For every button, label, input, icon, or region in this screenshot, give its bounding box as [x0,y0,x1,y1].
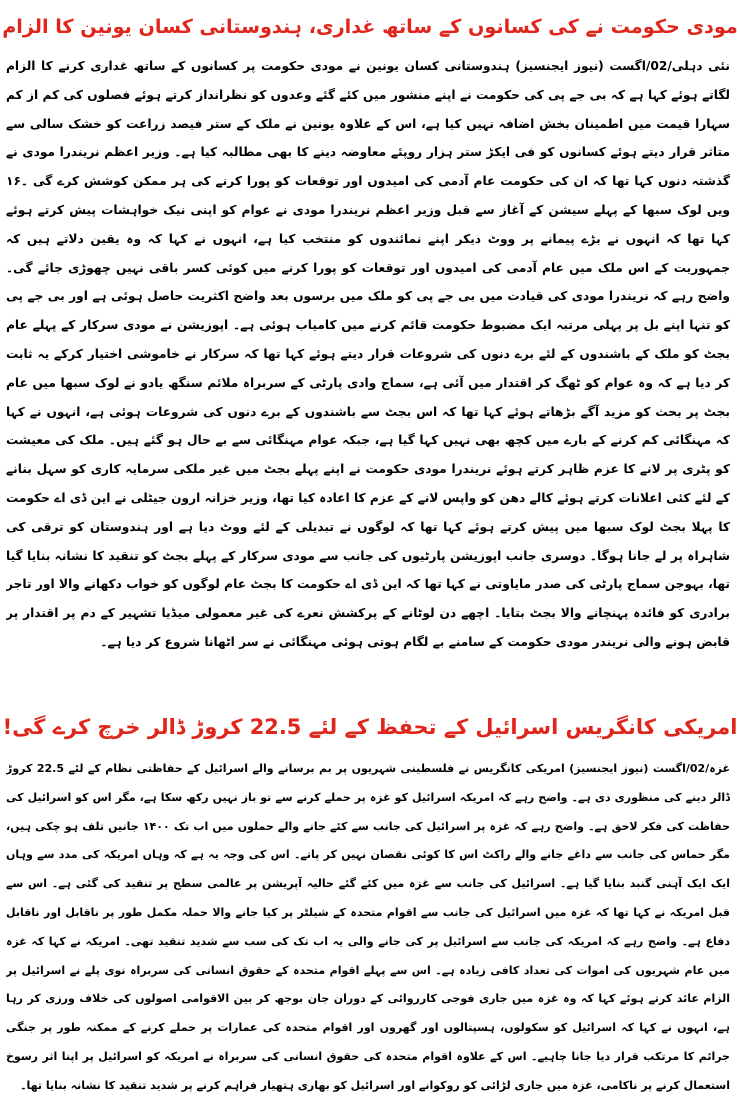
article-1-body [6,52,730,684]
article-2-headline: امریکی کانگریس اسرائیل کے تحفظ کے لئے 22.5 کروڑ ڈالر خرچ کرے گی! [2,715,738,739]
article-2-body [6,755,730,1119]
article-1-headline: مودی حکومت نے کی کسانوں کے ساتھ غداری، ہندوستانی کسان یونین کا الزام [2,15,738,38]
article-1-paragraph: نئی دہلی/02/اگست (نیوز ایجنسیز) ہندوستانی کسان یونین نے مودی حکومت پر کسانوں کے ساتھ غداری کرنے کا الزام لگاتے ہوئے کہا ہے کہ بی جے پی کی حکومت نے اپنے منشور میں کئے گئے وعدوں کو نظرانداز کرتے ہوئے فصلوں کی کم از کم سہارا قیمت میں اطمینان بخش اضافہ نہیں کیا ہے، اس کے علاوہ یونین نے ملک کے ستر فیصد زراعت کو خشک سالی سے متاثر قرار دیتے ہوئے کسانوں کو فی ایکڑ ستر ہزار روپئے معاوضہ دینے کا بھی مطالبہ کیا ہے۔ وزیر اعظم نریندرا مودی نے گذشتہ دنوں کہا تھا کہ ان کی حکومت عام آدمی کی امیدوں اور توقعات کو پورا کرنے کی ہر ممکن کوشش کرے گی ۔۱۶ ویں لوک سبھا کے پہلے سیشن کے آغاز سے قبل وزیر اعظم نریندرا مودی نے عوام کو اپنی نیک خواہشات پیش کرتے ہوئے کہا تھا کہ انہوں نے بڑے پیمانے پر ووٹ دیکر اپنے نمائندوں کو منتخب کیا ہے، انہوں نے کہا کہ وہ یقین دلاتے ہیں کہ جمہوریت کے اس ملک میں عام آدمی کی امیدوں اور توقعات کو پورا کرنے میں کوئی کسر باقی نہیں چھوڑی جائے گی۔ واضح رہے کہ نریندرا مودی کی قیادت میں بی جے پی کو ملک میں برسوں بعد واضح اکثریت حاصل ہوئی ہے اور بی جے پی کو تنہا اپنے بل پر پہلی مرتبہ ایک مضبوط حکومت قائم کرنے میں کامیاب ہوئی ہے۔ اپوزیشن نے مودی سرکار کے پہلے عام بجٹ کو ملک کے باشندوں کے لئے برے دنوں کی شروعات قرار دیتے ہوئے کہا تھا کہ سرکار نے خاموشی اختیار کرکے یہ ثابت کر دیا ہے کہ وہ عوام کو ٹھگ کر اقتدار میں آئی ہے، سماج وادی پارٹی کے سربراہ ملائم سنگھ یادو نے لوک سبھا میں عام بجٹ پر بحث کو مزید آگے بڑھاتے ہوئے کہا تھا کہ اس بجٹ سے باشندوں کے برے دنوں کی شروعات ہوئی ہے، انہوں نے کہا کہ مہنگائی کم کرنے کے بارے میں کچھ بھی نہیں کہا گیا ہے، جبکہ عوام مہنگائی سے بے حال ہو گئے ہیں۔ ملک کی معیشت کو پٹری پر لانے کا عزم ظاہر کرتے ہوئے نریندرا مودی حکومت نے اپنے پہلے بجٹ میں غیر ملکی سرمایہ کاری کو سہل بنانے کے لئے کئی اعلانات کرتے ہوئے کالے دھن کو واپس لانے کے عزم کا اعادہ کیا تھا، وزیر خزانہ ارون جیٹلی نے این ڈی اے حکومت کا پہلا بجٹ لوک سبھا میں پیش کرتے ہوئے کہا تھا کہ لوگوں نے تبدیلی کے لئے ووٹ دیا ہے اور ہندوستان کو ترقی کی شاہراہ پر لے جانا ہوگا۔ دوسری جانب اپوزیشن پارٹیوں کی جانب سے مودی سرکار کے پہلے بجٹ کو تنقید کا نشانہ بنایا گیا تھا، بہوجن سماج پارٹی کی صدر مایاوتی نے کہا تھا کہ این ڈی اے حکومت کا بجٹ عام لوگوں کو خواب دکھانے والا اور تاجر برادری کو فائدہ پہنچانے والا بجٹ بتایا۔ اچھے دن لوٹانے کے پرکشش نعرے کی غیر معمولی میڈیا تشہیر کے دم پر اقتدار پر قابض ہونے والی نریندر مودی حکومت کے سامنے بے لگام ہوتی ہوئی مہنگائی نے سر اٹھانا شروع کر دیا ہے۔ [6,59,730,649]
article-2-paragraph: غزہ/02/اگست (نیوز ایجنسیز) امریکی کانگریس نے فلسطینی شہریوں پر بم برسانے والے اسرائیل کے حفاظتی نظام کے لئے 22.5 کروڑ ڈالر دینے کی منظوری دی ہے۔ واضح رہے کہ امریکہ اسرائیل کو غزہ پر حملے کرنے سے تو باز نہیں رکھ سکا ہے، مگر اس کو اسرائیل کی حفاظت کی فکر لاحق ہے۔ واضح رہے کہ غزہ پر اسرائیل کی جانب سے کئے جانے والے حملوں میں اب تک ۱۴۰۰ جانیں تلف ہو چکی ہیں، مگر حماس کی جانب سے داغے جانے والے راکٹ اس کا کوئی نقصان نہیں کر پاتے۔ اس کی وجہ یہ ہے کہ وہاں امریکہ کی مدد سے وہاں ایک ایک آہنی گنبد بنایا گیا ہے۔ اسرائیل کی جانب سے غزہ میں کئے گئے حالیہ آپریشن پر عالمی سطح پر تنقید کی گئی ہے۔ اس سے قبل امریکہ نے کہا تھا کہ غزہ میں اسرائیل کی جانب سے اقوام متحدہ کے شیلٹر پر کیا جانے والا حملہ مکمل طور پر ناقابل اور ناقابل دفاع ہے۔ واضح رہے کہ امریکہ کی جانب سے اسرائیل پر کی جانے والی یہ اب تک کی سب سے شدید تنقید تھی۔ امریکہ نے کہا کہ غزہ میں عام شہریوں کی اموات کی تعداد کافی زیادہ ہے۔ اس سے پہلے اقوام متحدہ کے حقوق انسانی کی سربراہ نوی پلے نے اسرائیل پر الزام عائد کرتے ہوئے کہا کہ وہ غزہ میں جاری فوجی کارروائی کے دوران جان بوجھ کر بین الاقوامی اصولوں کی خلاف ورزی کر رہا ہے، انہوں نے کہا کہ اسرائیل کو سکولوں، ہسپتالوں اور گھروں اور اقوام متحدہ کی عمارات پر حملے کرنے کے ممکنہ طور پر جنگی جرائم کا مرتکب قرار دیا جانا چاہیے۔ اس کے علاوہ اقوام متحدہ کی حقوق انسانی کی سربراہ نے امریکہ کو اسرائیل پر اپنا اثر رسوخ استعمال کرنے پر ناکامی، غزہ میں جاری لڑائی کو روکوانے اور اسرائیل کو بھاری ہتھیار فراہم کرنے پر شدید تنقید کا نشانہ بنایا تھا۔ [6,762,730,1092]
